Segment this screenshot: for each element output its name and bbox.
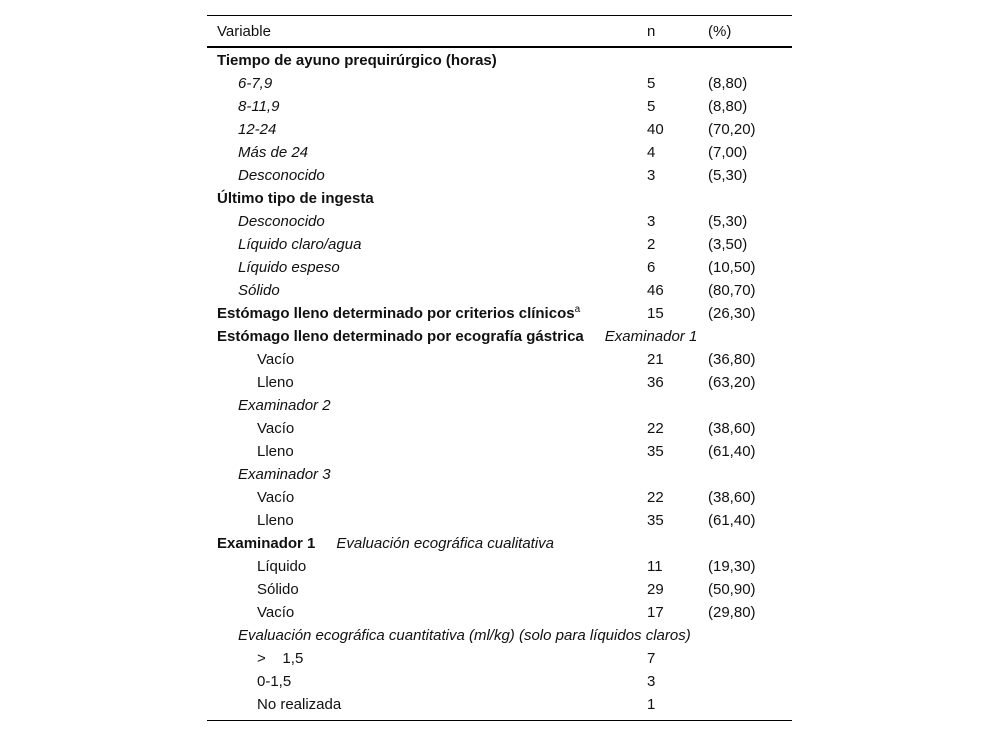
row-pct: (7,00) bbox=[708, 144, 748, 161]
row-label bbox=[257, 601, 294, 624]
row-label-text: Líquido espeso bbox=[238, 259, 340, 276]
table-row bbox=[207, 601, 792, 624]
row-label-text: > 1,5 bbox=[257, 650, 304, 667]
row-n: 5 bbox=[647, 98, 656, 115]
row-label bbox=[238, 279, 280, 302]
row-pct: (80,70) bbox=[708, 282, 756, 299]
row-n: 1 bbox=[647, 696, 656, 713]
row-label bbox=[257, 647, 303, 670]
row-label-text: Vacío bbox=[257, 489, 295, 506]
row-n: 17 bbox=[647, 604, 664, 621]
row-label-text: Tiempo de ayuno prequirúrgico (horas) bbox=[217, 52, 497, 69]
row-label-text: Vacío bbox=[257, 604, 295, 621]
row-label bbox=[217, 302, 580, 325]
row-label-text: Desconocido bbox=[238, 213, 325, 230]
row-pct: (50,90) bbox=[708, 581, 756, 598]
row-n: 4 bbox=[647, 144, 656, 161]
row-label-text: 0-1,5 bbox=[257, 673, 292, 690]
header-rule bbox=[207, 46, 792, 48]
row-label bbox=[217, 187, 374, 210]
table-row bbox=[207, 670, 792, 693]
row-label-text: 12-24 bbox=[238, 121, 277, 138]
row-label bbox=[257, 509, 294, 532]
row-pct: (61,40) bbox=[708, 512, 756, 529]
row-label-text: Examinador 1 bbox=[217, 535, 316, 552]
row-n: 2 bbox=[647, 236, 656, 253]
table-row bbox=[207, 95, 792, 118]
row-label bbox=[238, 233, 361, 256]
table-row bbox=[207, 348, 792, 371]
row-n: 5 bbox=[647, 75, 656, 92]
row-label bbox=[257, 440, 294, 463]
row-pct: (38,60) bbox=[708, 420, 756, 437]
row-label-text: No realizada bbox=[257, 696, 342, 713]
row-sublabel: Evaluación ecográfica cualitativa bbox=[336, 535, 554, 552]
row-label bbox=[257, 486, 294, 509]
row-label-text: Lleno bbox=[257, 374, 294, 391]
row-n: 22 bbox=[647, 489, 664, 506]
table-header bbox=[207, 20, 792, 43]
row-n: 29 bbox=[647, 581, 664, 598]
row-pct: (70,20) bbox=[708, 121, 756, 138]
row-label bbox=[257, 348, 294, 371]
table-row bbox=[207, 187, 792, 210]
row-label-text: 6-7,9 bbox=[238, 75, 273, 92]
table-row bbox=[207, 164, 792, 187]
row-label-text: Último tipo de ingesta bbox=[217, 190, 374, 207]
row-label-text: Líquido bbox=[257, 558, 307, 575]
row-pct: (3,50) bbox=[708, 236, 748, 253]
row-n: 35 bbox=[647, 443, 664, 460]
table-row bbox=[207, 440, 792, 463]
row-label bbox=[257, 578, 299, 601]
footnote-marker: a bbox=[574, 304, 581, 315]
row-label bbox=[238, 463, 331, 486]
row-pct: (38,60) bbox=[708, 489, 756, 506]
table-row bbox=[207, 509, 792, 532]
row-n: 46 bbox=[647, 282, 664, 299]
row-label bbox=[238, 394, 331, 417]
row-label bbox=[257, 417, 294, 440]
row-pct: (19,30) bbox=[708, 558, 756, 575]
row-pct: (26,30) bbox=[708, 305, 756, 322]
table-row bbox=[207, 486, 792, 509]
table-row bbox=[207, 256, 792, 279]
table-row bbox=[207, 210, 792, 233]
row-label bbox=[257, 670, 291, 693]
table-row bbox=[207, 279, 792, 302]
row-pct: (61,40) bbox=[708, 443, 756, 460]
row-pct: (5,30) bbox=[708, 167, 748, 184]
row-n: 35 bbox=[647, 512, 664, 529]
header-pct: (%) bbox=[708, 23, 732, 40]
row-pct: (29,80) bbox=[708, 604, 756, 621]
row-label bbox=[217, 532, 554, 555]
row-label-text: Sólido bbox=[257, 581, 299, 598]
row-n: 7 bbox=[647, 650, 656, 667]
row-label-text: Más de 24 bbox=[238, 144, 309, 161]
table-top-rule bbox=[207, 15, 792, 16]
row-label bbox=[238, 624, 691, 647]
row-label-text: Evaluación ecográfica cuantitativa (ml/kg) (solo para líquidos claros) bbox=[238, 627, 691, 644]
row-label-text: Líquido claro/agua bbox=[238, 236, 362, 253]
row-n: 15 bbox=[647, 305, 664, 322]
header-n: n bbox=[647, 23, 656, 40]
row-n: 6 bbox=[647, 259, 656, 276]
table-row bbox=[207, 647, 792, 670]
table-row bbox=[207, 394, 792, 417]
row-label-text: Estómago lleno determinado por ecografía gástrica bbox=[217, 328, 584, 345]
row-label-text: Vacío bbox=[257, 351, 295, 368]
table-row bbox=[207, 693, 792, 716]
row-label bbox=[238, 210, 325, 233]
row-label bbox=[238, 72, 272, 95]
row-pct: (10,50) bbox=[708, 259, 756, 276]
row-n: 3 bbox=[647, 213, 656, 230]
table-row bbox=[207, 624, 792, 647]
row-sublabel: Examinador 1 bbox=[604, 328, 698, 345]
row-label bbox=[238, 256, 340, 279]
table-row bbox=[207, 233, 792, 256]
row-label bbox=[238, 141, 308, 164]
row-n: 22 bbox=[647, 420, 664, 437]
table-row bbox=[207, 371, 792, 394]
table-row bbox=[207, 532, 792, 555]
row-pct: (8,80) bbox=[708, 75, 748, 92]
table-row bbox=[207, 141, 792, 164]
row-pct: (5,30) bbox=[708, 213, 748, 230]
row-label-text: Examinador 3 bbox=[238, 466, 331, 483]
row-pct: (36,80) bbox=[708, 351, 756, 368]
row-label bbox=[217, 49, 497, 72]
table-bottom-rule bbox=[207, 720, 792, 721]
table-row bbox=[207, 417, 792, 440]
row-label-text: Examinador 2 bbox=[238, 397, 331, 414]
table-row bbox=[207, 118, 792, 141]
row-pct: (63,20) bbox=[708, 374, 756, 391]
row-label-text: Estómago lleno determinado por criterios clínicos bbox=[217, 305, 575, 322]
row-label bbox=[238, 118, 276, 141]
header-variable: Variable bbox=[217, 23, 271, 40]
row-n: 36 bbox=[647, 374, 664, 391]
row-label bbox=[238, 95, 279, 118]
row-n: 40 bbox=[647, 121, 664, 138]
row-label bbox=[217, 325, 697, 348]
table-row bbox=[207, 578, 792, 601]
row-label-text: Sólido bbox=[238, 282, 280, 299]
table-row bbox=[207, 555, 792, 578]
table-row bbox=[207, 49, 792, 72]
row-label-text: Lleno bbox=[257, 512, 294, 529]
table-row bbox=[207, 72, 792, 95]
table-row bbox=[207, 463, 792, 486]
row-label bbox=[238, 164, 325, 187]
row-label-text: Vacío bbox=[257, 420, 295, 437]
row-label-text: Lleno bbox=[257, 443, 294, 460]
row-label-text: 8-11,9 bbox=[238, 98, 280, 115]
row-n: 21 bbox=[647, 351, 664, 368]
row-label bbox=[257, 693, 341, 716]
row-label bbox=[257, 371, 294, 394]
table-row bbox=[207, 325, 792, 348]
row-n: 3 bbox=[647, 673, 656, 690]
row-n: 11 bbox=[647, 558, 663, 575]
row-label-text: Desconocido bbox=[238, 167, 325, 184]
row-pct: (8,80) bbox=[708, 98, 748, 115]
row-n: 3 bbox=[647, 167, 656, 184]
row-label bbox=[257, 555, 306, 578]
table-row bbox=[207, 302, 792, 325]
